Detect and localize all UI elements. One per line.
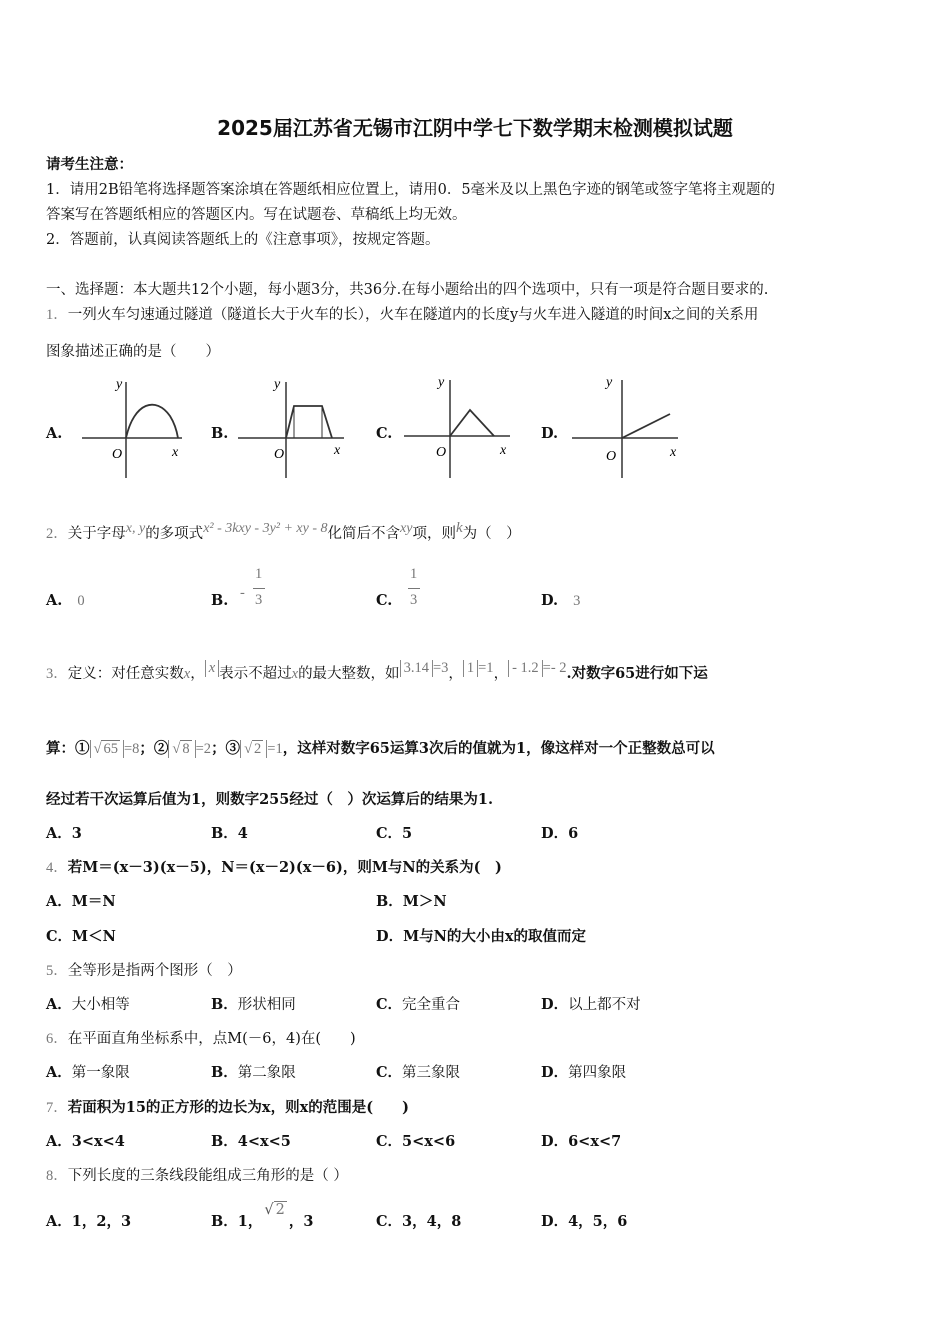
q4-option-a-label: A． xyxy=(46,893,72,910)
q2-option-d-label: D. xyxy=(541,592,559,609)
q3-option-a-label: A． xyxy=(46,825,72,842)
q7-option-b-text: 4<x<5 xyxy=(237,1133,291,1150)
q2-option-c-denominator: 3 xyxy=(410,592,418,608)
q6-option-a-label: A． xyxy=(46,1064,72,1081)
q7-option-c-text: 5<x<6 xyxy=(402,1133,456,1150)
q3-option-c-label: C． xyxy=(376,825,403,842)
q7-option-b-label: B． xyxy=(211,1133,238,1150)
q3-step-2-radicand: 8 xyxy=(182,741,190,757)
q2-option-c[interactable] xyxy=(376,592,392,609)
q5-option-d[interactable] xyxy=(541,993,641,1014)
question-7 xyxy=(46,1096,409,1117)
q8-option-b[interactable]: B．1，√ 2，3 xyxy=(211,1202,314,1230)
q7-option-d[interactable] xyxy=(541,1130,621,1151)
q6-option-b-text: 第二象限 xyxy=(237,1065,296,1081)
q8-option-c-text: 3，4，8 xyxy=(402,1213,462,1230)
q7-option-a-label: A． xyxy=(46,1133,72,1150)
q3-step-1-radicand: 65 xyxy=(103,741,118,757)
section-heading: 一、选择题：本大题共12个小题，每小题3分，共36分.在每小题给出的四个选项中，只有一项是符合题目要求的. xyxy=(46,282,769,298)
question-5 xyxy=(46,959,242,980)
q3-option-b-text: 4 xyxy=(237,825,248,842)
notice-line-2: 2．答题前，认真阅读答题纸上的《注意事项》，按规定答题。 xyxy=(46,232,440,248)
q7-option-d-text: 6<x<7 xyxy=(568,1133,622,1150)
q7-option-c[interactable] xyxy=(376,1130,455,1151)
graph-b-x-label: x xyxy=(334,443,341,458)
q6-number: 6． xyxy=(46,1031,68,1047)
q3-x-2: x xyxy=(291,666,299,682)
q4-option-c[interactable] xyxy=(46,925,116,946)
q8-option-a-label: A． xyxy=(46,1213,72,1230)
q3-step-3-result: =1 xyxy=(267,741,283,757)
q5-option-b[interactable] xyxy=(211,993,296,1014)
question-3: 3．定义：对任意实数x， x 表示不超过x的最大整数，如 3.14 =3， 1 =1， - 1.2 =- 2.对数字65进行如下运 xyxy=(46,660,708,682)
q3-step-3-label: ；③ xyxy=(211,740,241,757)
q7-option-a[interactable] xyxy=(46,1130,125,1151)
q8-number: 8． xyxy=(46,1168,68,1184)
q5-option-b-label: B． xyxy=(211,996,238,1013)
q7-option-a-text: 3<x<4 xyxy=(71,1133,125,1150)
q5-option-c[interactable] xyxy=(376,993,460,1014)
q2-text-3: 化简后不含 xyxy=(327,525,401,542)
q2-option-b[interactable] xyxy=(211,592,228,609)
q3-option-b-label: B． xyxy=(211,825,238,842)
q3-example-1: 3.14 xyxy=(400,660,433,677)
q3-option-b[interactable] xyxy=(211,822,248,843)
q2-text-4: 项，则 xyxy=(412,525,456,542)
q5-number: 5． xyxy=(46,963,68,979)
q3-option-a-text: 3 xyxy=(71,825,82,842)
question-4 xyxy=(46,856,502,877)
q8-option-d-label: D． xyxy=(541,1213,569,1230)
q1-number: 1． xyxy=(46,307,68,323)
q8-option-c-label: C． xyxy=(376,1213,403,1230)
notice-heading: 请考生注意： xyxy=(46,156,133,173)
q2-vars: x, y xyxy=(125,521,146,536)
q8-text: 下列长度的三条线段能组成三角形的是（ ） xyxy=(67,1168,348,1184)
graph-c-origin-label: O xyxy=(436,445,447,460)
q4-option-c-text: M＜N xyxy=(72,928,116,945)
q2-text-1: 关于字母 xyxy=(67,525,126,542)
q8-option-b-post: ，3 xyxy=(288,1213,314,1230)
graph-a-y-label: y xyxy=(116,377,123,392)
q8-option-a-text: 1，2，3 xyxy=(71,1213,132,1230)
question-1 xyxy=(46,303,758,324)
graph-c-y-label: y xyxy=(438,375,445,390)
q5-option-a-text: 大小相等 xyxy=(71,997,130,1013)
q3-line-2: 算：① √ 65 =8；② √ 8 =2；③ √ 2 =1，这样对数字65运算3次后的值就为1，像这样对一个正整数总可以 xyxy=(46,740,715,757)
q7-option-d-label: D． xyxy=(541,1133,569,1150)
q1-graph-d xyxy=(570,372,682,480)
q3-text-4: 的最大整数，如 xyxy=(298,666,400,682)
q6-option-b[interactable] xyxy=(211,1061,296,1082)
q4-option-d[interactable] xyxy=(376,925,586,946)
q2-polynomial: x² - 3kxy - 3y² + xy - 8 xyxy=(203,521,328,536)
q3-floor-x: x xyxy=(205,660,219,677)
q3-example-3-result: =- 2 xyxy=(542,660,567,676)
graph-c-x-label: x xyxy=(500,443,507,458)
q2-k: k xyxy=(455,520,463,536)
q6-text: 在平面直角坐标系中，点M(－6，4)在( ) xyxy=(67,1031,356,1047)
q6-option-c-text: 第三象限 xyxy=(402,1065,461,1081)
q2-text-2: 的多项式 xyxy=(145,525,204,542)
q4-option-d-label: D． xyxy=(376,928,404,945)
q2-option-a-value: 0 xyxy=(77,593,85,609)
q5-option-c-label: C． xyxy=(376,996,403,1013)
q2-option-b-numerator: 1 xyxy=(255,566,263,582)
q2-option-a-label: A. xyxy=(46,592,63,609)
q2-text-5: 为（ ） xyxy=(462,525,521,542)
q6-option-a[interactable] xyxy=(46,1061,130,1082)
q2-option-b-fraction-bar xyxy=(253,588,265,589)
question-2 xyxy=(46,520,521,543)
q4-option-c-label: C． xyxy=(46,928,73,945)
q3-line-3: 经过若干次运算后值为1，则数字255经过（ ）次运算后的结果为1. xyxy=(46,791,493,808)
q3-example-2: 1 xyxy=(463,660,478,677)
q3-option-d-text: 6 xyxy=(568,825,579,842)
q3-step-2-label: ；② xyxy=(139,740,169,757)
q2-option-d-value: 3 xyxy=(573,593,581,609)
q1-graph-b xyxy=(236,372,348,480)
q1-option-c-label[interactable]: C. xyxy=(376,425,393,442)
q2-option-a[interactable] xyxy=(46,592,85,610)
q3-step-2-result: =2 xyxy=(195,741,212,757)
q2-option-d[interactable] xyxy=(541,592,580,610)
q1-graph-c xyxy=(402,372,514,480)
q1-graph-a xyxy=(78,372,188,480)
q1-option-b-label[interactable]: B. xyxy=(211,425,229,442)
q3-option-c[interactable] xyxy=(376,822,412,843)
q2-number: 2． xyxy=(46,525,68,542)
q3-text-2: ， xyxy=(190,666,205,682)
q7-option-c-label: C． xyxy=(376,1133,403,1150)
graph-b-y-label: y xyxy=(274,377,281,392)
q4-text: 若M＝(x－3)(x－5)，N＝(x－2)(x－6)，则M与N的关系为( ) xyxy=(67,859,502,876)
q8-option-d[interactable] xyxy=(541,1210,627,1231)
q7-option-b[interactable] xyxy=(211,1130,291,1151)
q2-option-b-sign: - xyxy=(240,585,245,601)
q5-option-b-text: 形状相同 xyxy=(237,997,296,1013)
q6-option-d[interactable] xyxy=(541,1061,626,1082)
q6-option-c[interactable] xyxy=(376,1061,460,1082)
q3-example-2-result: =1 xyxy=(478,660,494,676)
question-6 xyxy=(46,1027,356,1048)
graph-a-origin-label: O xyxy=(112,447,123,462)
graph-d-origin-label: O xyxy=(606,449,617,464)
q3-option-a[interactable] xyxy=(46,822,82,843)
page-title: 2025届江苏省无锡市江阴中学七下数学期末检测模拟试题 xyxy=(217,116,733,140)
notice-line-1b: 答案写在答题纸相应的答题区内。写在试题卷、草稿纸上均无效。 xyxy=(46,207,467,223)
q8-option-c[interactable] xyxy=(376,1210,461,1231)
graph-a-x-label: x xyxy=(172,445,179,460)
q4-option-d-text: M与N的大小由x的取值而定 xyxy=(403,928,587,945)
q6-option-d-text: 第四象限 xyxy=(568,1065,627,1081)
q1-text: 一列火车匀速通过隧道（隧道长大于火车的长），火车在隧道内的长度y与火车进入隧道的时间x之间的关系用 xyxy=(67,307,759,323)
notice-line-1: 1．请用2B铅笔将选择题答案涂填在答题纸相应位置上，请用0．5毫米及以上黑色字迹的钢笔或签字笔将主观题的 xyxy=(46,182,776,198)
q1-option-d-label[interactable]: D. xyxy=(541,425,559,442)
q2-option-b-denominator: 3 xyxy=(255,592,263,608)
q2-option-c-numerator: 1 xyxy=(410,566,418,582)
graph-b-origin-label: O xyxy=(274,447,285,462)
q8-option-a[interactable] xyxy=(46,1210,131,1231)
graph-d-x-label: x xyxy=(670,445,677,460)
q3-example-1-result: =3 xyxy=(432,660,449,676)
question-8 xyxy=(46,1164,348,1185)
q3-option-d-label: D． xyxy=(541,825,569,842)
q4-option-b-label: B． xyxy=(376,893,403,910)
q5-option-d-label: D． xyxy=(541,996,569,1013)
q6-option-d-label: D． xyxy=(541,1064,569,1081)
q4-option-a-text: M＝N xyxy=(71,893,116,910)
q3-text-6: ，这样对数字65运算3次后的值就为1，像这样对一个正整数总可以 xyxy=(282,740,715,757)
q7-text: 若面积为15的正方形的边长为x，则x的范围是( ) xyxy=(67,1099,409,1116)
q4-option-b[interactable] xyxy=(376,890,447,911)
q1-option-a-label[interactable]: A. xyxy=(46,425,63,442)
graph-d-y-label: y xyxy=(606,375,613,390)
q3-step-3-radicand: 2 xyxy=(254,741,262,757)
q8-option-b-label: B． xyxy=(211,1213,238,1230)
q3-example-3: - 1.2 xyxy=(508,660,543,677)
q3-text-5: .对数字65进行如下运 xyxy=(566,665,708,682)
q6-option-b-label: B． xyxy=(211,1064,238,1081)
q3-option-c-text: 5 xyxy=(402,825,413,842)
q4-option-a[interactable] xyxy=(46,890,116,911)
q5-option-a[interactable] xyxy=(46,993,130,1014)
q4-option-b-text: M＞N xyxy=(402,893,447,910)
q3-step-1-label: 算：① xyxy=(46,740,90,757)
q8-option-d-text: 4，5，6 xyxy=(568,1213,628,1230)
q8-option-b-radicand: 2 xyxy=(275,1202,285,1218)
q4-number: 4． xyxy=(46,860,68,876)
q2-option-c-fraction-bar xyxy=(408,588,420,589)
q3-text-3: 表示不超过 xyxy=(219,666,292,682)
q2-option-c-label: C. xyxy=(376,592,393,609)
q5-option-d-text: 以上都不对 xyxy=(568,997,641,1013)
q6-option-c-label: C． xyxy=(376,1064,403,1081)
q3-option-d[interactable] xyxy=(541,822,578,843)
q5-option-a-label: A． xyxy=(46,996,72,1013)
q2-xy: xy xyxy=(400,521,413,536)
q7-number: 7． xyxy=(46,1100,68,1116)
q5-text: 全等形是指两个图形（ ） xyxy=(67,963,242,979)
q1-text-2: 图象描述正确的是（ ） xyxy=(46,344,220,360)
q5-option-c-text: 完全重合 xyxy=(402,997,461,1013)
q3-x: x xyxy=(183,666,191,682)
q3-number: 3． xyxy=(46,666,68,682)
q3-step-1-result: =8 xyxy=(123,741,140,757)
q6-option-a-text: 第一象限 xyxy=(71,1065,130,1081)
q2-option-b-label: B. xyxy=(211,592,229,609)
q8-option-b-pre: 1， xyxy=(237,1213,263,1230)
q3-text-1: 定义：对任意实数 xyxy=(67,666,184,682)
